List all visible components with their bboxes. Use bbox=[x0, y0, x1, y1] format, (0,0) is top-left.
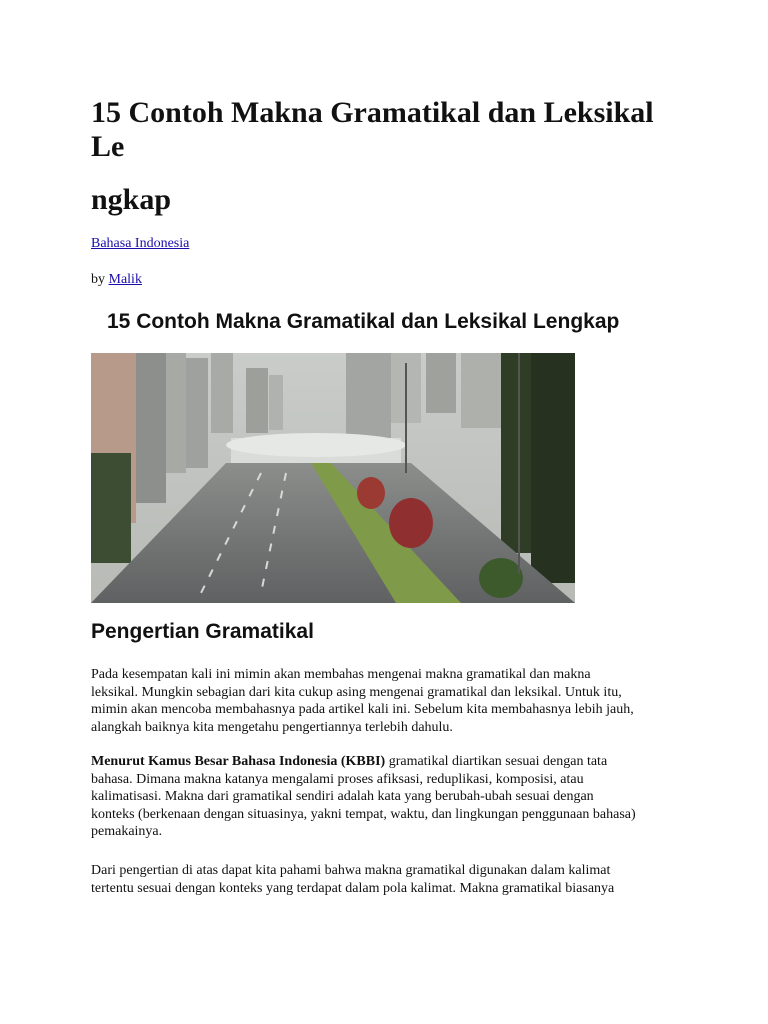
paragraph-intro bbox=[91, 666, 691, 736]
paragraph-line: leksikal. Mungkin sebagian dari kita cukup asing mengenai gramatikal dan leksikal. Untuk itu, bbox=[91, 684, 622, 700]
section-heading: Pengertian Gramatikal bbox=[91, 620, 314, 643]
paragraph-line: tertentu sesuai dengan konteks yang terdapat dalam pola kalimat. Makna gramatikal biasanya bbox=[91, 880, 615, 896]
article-title-line1: 15 Contoh Makna Gramatikal dan Leksikal Le bbox=[91, 96, 654, 163]
paragraph-conclusion bbox=[91, 862, 691, 897]
kbbi-reference: Menurut Kamus Besar Bahasa Indonesia (KBBI) bbox=[91, 754, 386, 769]
author-link[interactable]: Malik bbox=[108, 272, 142, 287]
article-title-line2: ngkap bbox=[91, 183, 172, 216]
article-subtitle: 15 Contoh Makna Gramatikal dan Leksikal Lengkap bbox=[107, 310, 620, 333]
paragraph-line: bahasa. Dimana makna katanya mengalami proses afiksasi, reduplikasi, komposisi, atau bbox=[91, 771, 584, 787]
paragraph-text: gramatikal diartikan sesuai dengan tata bbox=[385, 754, 608, 769]
byline-prefix: by bbox=[91, 272, 105, 287]
category-line bbox=[91, 236, 189, 252]
paragraph-line: alangkah baiknya kita mengetahu pengertiannya terlebih dahulu. bbox=[91, 719, 453, 735]
street-photo bbox=[91, 353, 575, 603]
paragraph-line: kalimatisasi. Makna dari gramatikal sendiri adalah kata yang berubah-ubah sesuai dengan bbox=[91, 789, 594, 804]
paragraph-line bbox=[91, 753, 691, 771]
paragraph-line: pemakainya. bbox=[91, 824, 163, 839]
category-link[interactable]: Bahasa Indonesia bbox=[91, 236, 190, 251]
paragraph-line: Pada kesempatan kali ini mimin akan membahas mengenai makna gramatikal dan makna bbox=[91, 667, 591, 682]
paragraph-line: konteks (berkenaan dengan situasinya, yakni tempat, waktu, dan lingkungan penggunaan bahasa) bbox=[91, 806, 636, 822]
paragraph-kbbi bbox=[91, 753, 691, 841]
paragraph-line: mimin akan mencoba membahasnya pada artikel kali ini. Sebelum kita membahasnya lebih jauh, bbox=[91, 702, 634, 717]
paragraph-line: Dari pengertian di atas dapat kita pahami bahwa makna gramatikal digunakan dalam kalimat bbox=[91, 863, 611, 878]
byline bbox=[91, 272, 142, 288]
street-photo-illustration bbox=[91, 353, 575, 603]
